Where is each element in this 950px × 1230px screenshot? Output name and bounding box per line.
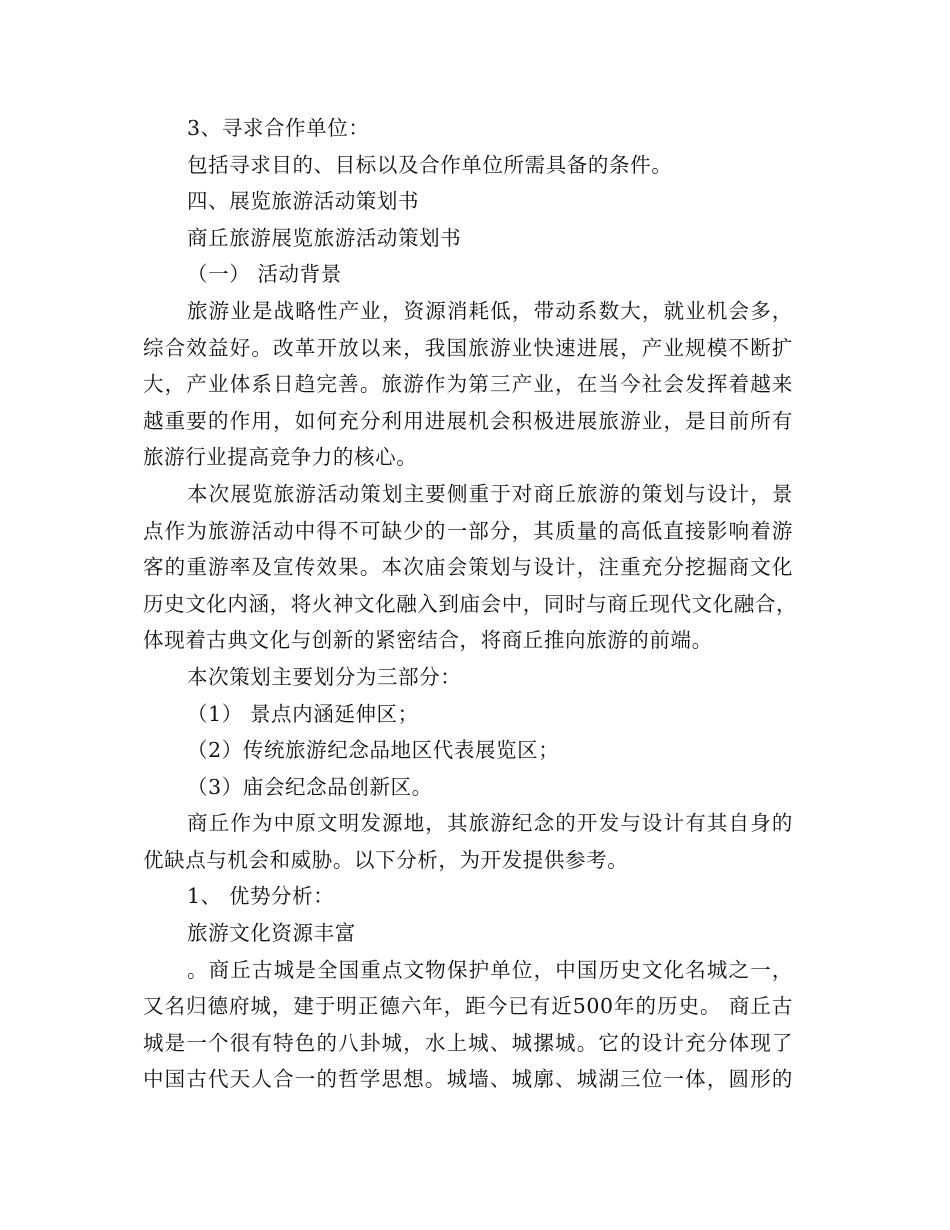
text-line: 3、寻求合作单位： [187,116,370,140]
text-line: 体现着古典文化与创新的紧密结合，将商丘推向旅游的前端。 [143,628,713,653]
text-line: （一） 活动背景 [187,262,342,287]
text-line: 1、 优势分析： [187,884,335,909]
text-line: （3）庙会纪念品创新区。 [187,774,433,799]
text-line: 越重要的作用，如何充分利用进展机会积极进展旅游业，是目前所有 [143,408,793,433]
text-line: 城是一个很有特色的八卦城，水上城、城摞城。它的设计充分体现了 [143,1030,793,1055]
text-line: 客的重游率及宣传效果。本次庙会策划与设计，注重充分挖掘商文化 [143,555,793,580]
text-line: （1） 景点内涵延伸区； [187,701,419,726]
text-line: 优缺点与机会和威胁。以下分析，为开发提供参考。 [143,847,629,872]
text-line: 大，产业体系日趋完善。旅游作为第三产业，在当今社会发挥着越来 [143,372,793,397]
text-line: 点作为旅游活动中得不可缺少的一部分，其质量的高低直接影响着游 [143,518,793,543]
document-body [143,110,803,1098]
text-line: 本次策划主要划分为三部分： [187,664,462,689]
text-line: 中国古代天人合一的哲学思想。城墙、城廓、城湖三位一体，圆形的 [143,1067,793,1092]
text-line: 旅游行业提高竞争力的核心。 [143,445,418,470]
text-line: 四、展览旅游活动策划书 [187,189,420,214]
text-line: 旅游文化资源丰富 [187,921,356,946]
text-line: 历史文化内涵，将火神文化融入到庙会中，同时与商丘现代文化融合， [143,591,798,616]
text-line: 本次展览旅游活动策划主要侧重于对商丘旅游的策划与设计，景 [187,481,793,506]
text-line: 商丘作为中原文明发源地，其旅游纪念的开发与设计有其自身的 [187,811,793,836]
text-line: 综合效益好。改革开放以来，我国旅游业快速进展，产业规模不断扩 [143,335,793,360]
text-line: 。商丘古城是全国重点文物保护单位，中国历史文化名城之一， [187,957,793,982]
text-line: 旅游业是战略性产业，资源消耗低，带动系数大，就业机会多， [187,298,793,323]
text-line: 包括寻求目的、目标以及合作单位所需具备的条件。 [187,152,673,177]
text-line: 商丘旅游展览旅游活动策划书 [187,225,462,250]
text-line: 又名归德府城，建于明正德六年，距今已有近500年的历史。 商丘古 [143,994,793,1019]
text-line: （2）传统旅游纪念品地区代表展览区； [187,738,560,763]
